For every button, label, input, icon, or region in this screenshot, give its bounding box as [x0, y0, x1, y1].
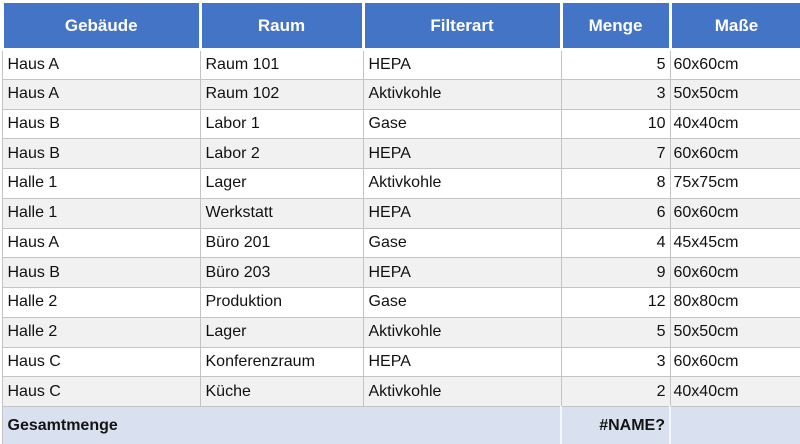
cell-raum[interactable]: Labor 1 — [200, 109, 363, 139]
cell-masse[interactable]: 40x40cm — [670, 109, 800, 139]
table-header — [2, 2, 800, 50]
table-body — [2, 50, 800, 407]
cell-filterart[interactable]: Gase — [363, 109, 561, 139]
cell-masse[interactable]: 80x80cm — [670, 288, 800, 318]
table-row — [2, 139, 800, 169]
cell-menge[interactable]: 6 — [561, 198, 670, 228]
cell-gebaeude[interactable]: Haus C — [2, 347, 200, 377]
cell-gebaeude[interactable]: Halle 2 — [2, 288, 200, 318]
table-row — [2, 50, 800, 80]
cell-filterart[interactable]: Aktivkohle — [363, 317, 561, 347]
cell-masse[interactable]: 75x75cm — [670, 169, 800, 199]
cell-menge[interactable]: 8 — [561, 169, 670, 199]
column-header-raum[interactable]: Raum — [200, 2, 363, 50]
cell-gebaeude[interactable]: Haus B — [2, 139, 200, 169]
cell-raum[interactable]: Raum 102 — [200, 79, 363, 109]
cell-gebaeude[interactable]: Haus B — [2, 109, 200, 139]
cell-gebaeude[interactable]: Halle 1 — [2, 198, 200, 228]
cell-filterart[interactable]: HEPA — [363, 198, 561, 228]
cell-raum[interactable]: Raum 101 — [200, 50, 363, 80]
total-label[interactable]: Gesamtmenge — [2, 407, 561, 444]
cell-masse[interactable]: 40x40cm — [670, 377, 800, 407]
cell-masse[interactable]: 60x60cm — [670, 139, 800, 169]
table-row — [2, 347, 800, 377]
cell-filterart[interactable]: HEPA — [363, 139, 561, 169]
cell-gebaeude[interactable]: Haus A — [2, 79, 200, 109]
column-header-menge[interactable]: Menge — [561, 2, 670, 50]
cell-gebaeude[interactable]: Halle 2 — [2, 317, 200, 347]
cell-gebaeude[interactable]: Haus A — [2, 50, 200, 80]
cell-masse[interactable]: 50x50cm — [670, 317, 800, 347]
cell-filterart[interactable]: Gase — [363, 228, 561, 258]
cell-menge[interactable]: 4 — [561, 228, 670, 258]
cell-menge[interactable]: 9 — [561, 258, 670, 288]
cell-menge[interactable]: 7 — [561, 139, 670, 169]
cell-gebaeude[interactable]: Haus A — [2, 228, 200, 258]
cell-masse[interactable]: 45x45cm — [670, 228, 800, 258]
cell-filterart[interactable]: HEPA — [363, 258, 561, 288]
table-row — [2, 169, 800, 199]
cell-filterart[interactable]: Aktivkohle — [363, 377, 561, 407]
table-row — [2, 79, 800, 109]
total-masse-cell[interactable] — [670, 407, 800, 444]
cell-filterart[interactable]: Gase — [363, 288, 561, 318]
cell-masse[interactable]: 60x60cm — [670, 50, 800, 80]
table-row — [2, 288, 800, 318]
column-header-masse[interactable]: Maße — [670, 2, 800, 50]
cell-menge[interactable]: 10 — [561, 109, 670, 139]
cell-raum[interactable]: Büro 203 — [200, 258, 363, 288]
column-header-gebaeude[interactable]: Gebäude — [2, 2, 200, 50]
cell-masse[interactable]: 60x60cm — [670, 198, 800, 228]
cell-menge[interactable]: 5 — [561, 317, 670, 347]
total-row — [2, 407, 800, 444]
header-row — [2, 2, 800, 50]
cell-raum[interactable]: Büro 201 — [200, 228, 363, 258]
cell-raum[interactable]: Produktion — [200, 288, 363, 318]
cell-filterart[interactable]: HEPA — [363, 347, 561, 377]
cell-raum[interactable]: Konferenzraum — [200, 347, 363, 377]
cell-masse[interactable]: 50x50cm — [670, 79, 800, 109]
cell-raum[interactable]: Küche — [200, 377, 363, 407]
table-row — [2, 109, 800, 139]
column-header-filterart[interactable]: Filterart — [363, 2, 561, 50]
cell-filterart[interactable]: Aktivkohle — [363, 79, 561, 109]
cell-raum[interactable]: Lager — [200, 169, 363, 199]
cell-gebaeude[interactable]: Haus B — [2, 258, 200, 288]
cell-masse[interactable]: 60x60cm — [670, 347, 800, 377]
table-footer — [2, 407, 800, 444]
cell-menge[interactable]: 12 — [561, 288, 670, 318]
cell-raum[interactable]: Labor 2 — [200, 139, 363, 169]
table-row — [2, 258, 800, 288]
cell-gebaeude[interactable]: Halle 1 — [2, 169, 200, 199]
cell-raum[interactable]: Werkstatt — [200, 198, 363, 228]
cell-filterart[interactable]: HEPA — [363, 50, 561, 80]
total-menge-error-value[interactable]: #NAME? — [561, 407, 670, 444]
table-row — [2, 377, 800, 407]
cell-raum[interactable]: Lager — [200, 317, 363, 347]
cell-menge[interactable]: 2 — [561, 377, 670, 407]
cell-menge[interactable]: 3 — [561, 79, 670, 109]
cell-menge[interactable]: 3 — [561, 347, 670, 377]
table-row — [2, 317, 800, 347]
table-row — [2, 198, 800, 228]
cell-menge[interactable]: 5 — [561, 50, 670, 80]
cell-filterart[interactable]: Aktivkohle — [363, 169, 561, 199]
cell-gebaeude[interactable]: Haus C — [2, 377, 200, 407]
table-row — [2, 228, 800, 258]
cell-masse[interactable]: 60x60cm — [670, 258, 800, 288]
